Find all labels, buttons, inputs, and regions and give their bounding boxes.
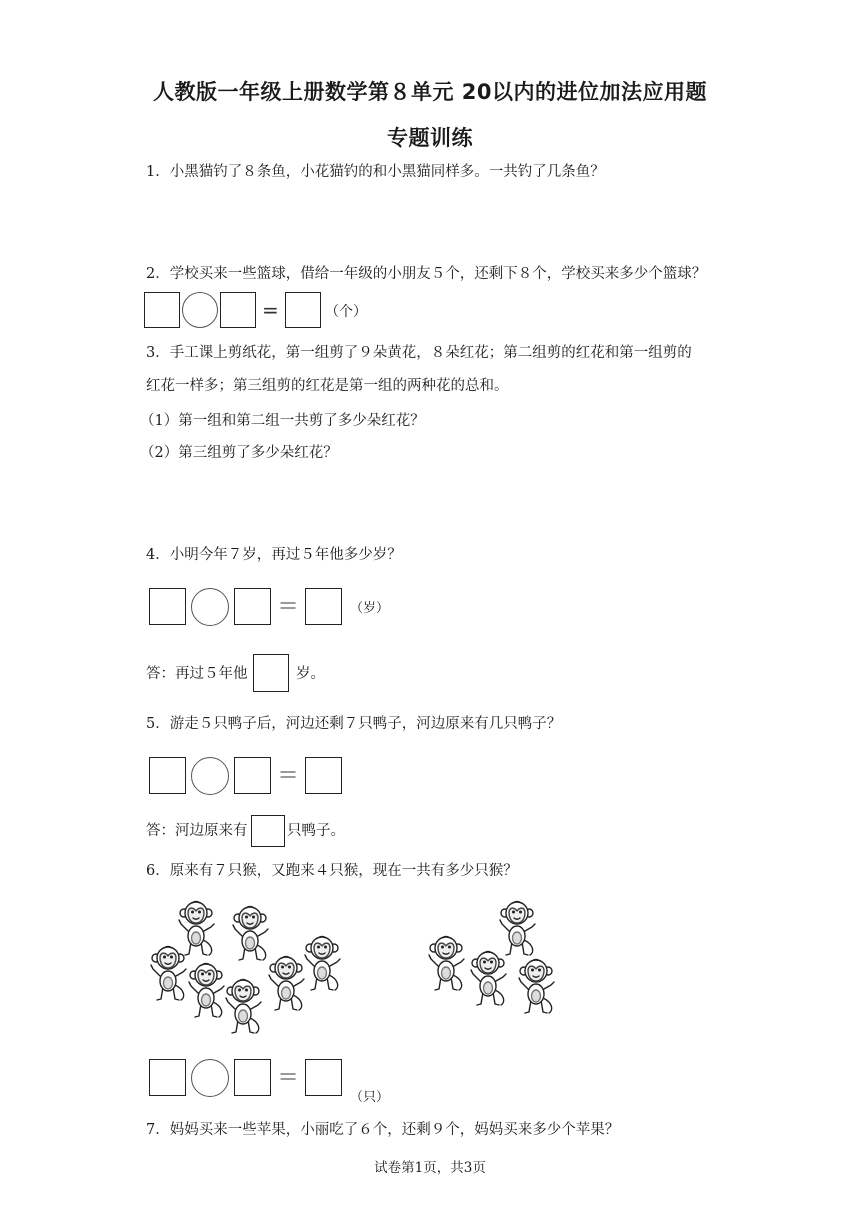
result-box[interactable] [285, 292, 321, 328]
answer-4-suffix: 岁。 [296, 666, 325, 682]
answer-4-prefix: 答：再过５年他 [146, 666, 248, 682]
page-subtitle: 专题训练 [387, 126, 473, 150]
answer-box[interactable] [234, 757, 271, 794]
answer-5-suffix: 只鸭子。 [287, 823, 345, 839]
question-2: 2．学校买来一些篮球，借给一年级的小朋友５个，还剩下８个，学校买来多少个篮球？ [146, 266, 707, 282]
answer-box[interactable] [144, 292, 180, 328]
monkey-illustration [468, 950, 508, 1008]
operator-circle[interactable] [191, 1059, 229, 1097]
question-3-line-1: 3．手工课上剪纸花，第一组剪了９朵黄花，８朵红花；第二组剪的红花和第一组剪的 [146, 345, 692, 361]
monkey-illustration [516, 958, 556, 1016]
answer-box[interactable] [220, 292, 256, 328]
monkey-illustration [148, 945, 188, 1003]
question-4: 4．小明今年７岁，再过５年他多少岁？ [146, 547, 402, 563]
operator-circle[interactable] [191, 757, 229, 795]
monkey-illustration [426, 935, 466, 993]
answer-4-box[interactable] [253, 654, 289, 692]
result-box[interactable] [305, 588, 342, 625]
answer-box[interactable] [234, 1059, 271, 1096]
answer-box[interactable] [234, 588, 271, 625]
monkey-illustration [266, 955, 306, 1013]
monkey-illustration [230, 905, 270, 963]
question-5: 5．游走５只鸭子后，河边还剩７只鸭子，河边原来有几只鸭子？ [146, 716, 562, 732]
result-box[interactable] [305, 757, 342, 794]
answer-5-box[interactable] [251, 815, 285, 847]
page-footer: 试卷第1页，共3页 [374, 1160, 486, 1176]
unit-label: （只） [350, 1090, 390, 1105]
answer-box[interactable] [149, 757, 186, 794]
answer-box[interactable] [149, 1059, 186, 1096]
monkey-illustration [302, 935, 342, 993]
result-box[interactable] [305, 1059, 342, 1096]
question-6: 6．原来有７只猴，又跑来４只猴，现在一共有多少只猴？ [146, 863, 518, 879]
question-3-sub-2: （2）第三组剪了多少朵红花？ [140, 445, 338, 461]
question-3-sub-1: （1）第一组和第二组一共剪了多少朵红花？ [140, 413, 425, 429]
equals-sign: = [278, 591, 299, 619]
page-title: 人教版一年级上册数学第８单元 20以内的进位加法应用题 [152, 80, 708, 104]
operator-circle[interactable] [191, 588, 229, 626]
unit-label: （岁） [350, 601, 390, 616]
monkey-illustration [186, 962, 226, 1020]
answer-box[interactable] [149, 588, 186, 625]
monkey-illustration [223, 978, 263, 1036]
equals-sign: = [278, 760, 299, 788]
question-3-line-2: 红花一样多；第三组剪的红花是第一组的两种花的总和。 [146, 378, 509, 394]
unit-label: （个） [325, 304, 367, 320]
equals-sign: = [262, 298, 279, 322]
equals-sign: = [278, 1062, 299, 1090]
operator-circle[interactable] [182, 292, 218, 328]
question-7: 7．妈妈买来一些苹果，小丽吃了６个，还剩９个，妈妈买来多少个苹果？ [146, 1122, 620, 1138]
question-1: 1．小黑猫钓了８条鱼，小花猫钓的和小黑猫同样多。一共钓了几条鱼？ [146, 164, 605, 180]
answer-5-prefix: 答：河边原来有 [146, 823, 248, 839]
